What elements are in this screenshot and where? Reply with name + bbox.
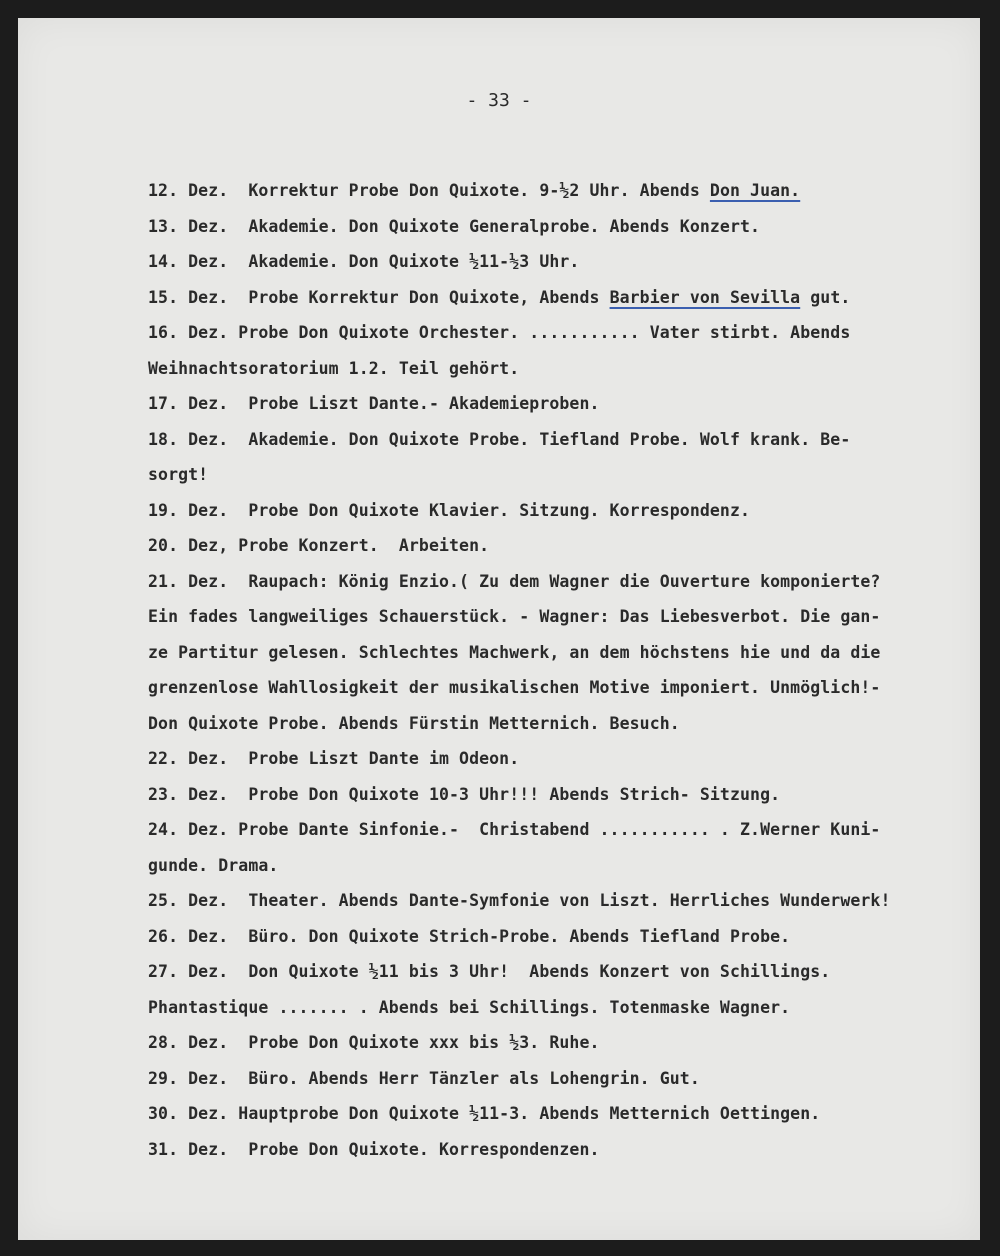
text-line: 16. Dez. Probe Don Quixote Orchester. ........... Vater stirbt. Abends — [148, 323, 851, 342]
text-line: 29. Dez. Büro. Abends Herr Tänzler als Lohengrin. Gut. — [148, 1068, 700, 1088]
text-line: ze Partitur gelesen. Schlechtes Machwerk, an dem höchstens hie und da die — [148, 642, 881, 662]
text-line: sorgt! — [148, 465, 209, 484]
text-line: Phantastique ....... . Abends bei Schillings. Totenmaske Wagner. — [148, 997, 791, 1017]
text-line: 17. Dez. Probe Liszt Dante.- Akademieproben. — [148, 394, 600, 413]
text-line: Don Quixote Probe. Abends Fürstin Metternich. Besuch. — [148, 713, 680, 733]
document-page — [18, 18, 980, 1240]
text-line: 23. Dez. Probe Don Quixote 10-3 Uhr!!! Abends Strich- Sitzung. — [148, 784, 781, 804]
text-line: 20. Dez, Probe Konzert. Arbeiten. — [148, 536, 490, 555]
text-line: 26. Dez. Büro. Don Quixote Strich-Probe. Abends Tiefland Probe. — [148, 926, 791, 946]
text-line: 27. Dez. Don Quixote ½11 bis 3 Uhr! Abends Konzert von Schillings. — [148, 962, 831, 981]
text-line: 19. Dez. Probe Don Quixote Klavier. Sitzung. Korrespondenz. — [148, 500, 751, 520]
text-line: 15. Dez. Probe Korrektur Don Quixote, Abends Barbier von Sevilla gut. — [148, 287, 851, 307]
text-line: gunde. Drama. — [148, 855, 279, 875]
page-number: - 33 - — [466, 90, 532, 111]
text-line: 13. Dez. Akademie. Don Quixote Generalprobe. Abends Konzert. — [148, 216, 761, 236]
text-line: Weihnachtsoratorium 1.2. Teil gehört. — [148, 358, 520, 378]
text-line: 24. Dez. Probe Dante Sinfonie.- Christabend ........... . Z.Werner Kuni- — [148, 820, 881, 839]
text-line: 18. Dez. Akademie. Don Quixote Probe. Tiefland Probe. Wolf krank. Be- — [148, 429, 851, 449]
text-line: 30. Dez. Hauptprobe Don Quixote ½11-3. Abends Metternich Oettingen. — [148, 1104, 821, 1123]
text-line: grenzenlose Wahllosigkeit der musikalischen Motive imponiert. Unmöglich!- — [148, 678, 881, 697]
diary-text — [148, 173, 958, 1167]
text-line: 28. Dez. Probe Don Quixote xxx bis ½3. Ruhe. — [148, 1033, 600, 1052]
text-line: 22. Dez. Probe Liszt Dante im Odeon. — [148, 749, 520, 768]
text-line: 31. Dez. Probe Don Quixote. Korrespondenzen. — [148, 1139, 600, 1159]
underlined-text: Don Juan. — [709, 181, 801, 200]
underlined-text: Barbier von Sevilla — [609, 287, 801, 307]
text-line: 21. Dez. Raupach: König Enzio.( Zu dem Wagner die Ouverture komponierte? — [148, 571, 881, 591]
text-line: 25. Dez. Theater. Abends Dante-Symfonie von Liszt. Herrliches Wunderwerk! — [148, 891, 891, 910]
text-line: 12. Dez. Korrektur Probe Don Quixote. 9-½2 Uhr. Abends Don Juan. — [148, 181, 801, 200]
text-line: 14. Dez. Akademie. Don Quixote ½11-½3 Uhr. — [148, 252, 580, 271]
text-line: Ein fades langweiliges Schauerstück. - Wagner: Das Liebesverbot. Die gan- — [148, 607, 881, 626]
